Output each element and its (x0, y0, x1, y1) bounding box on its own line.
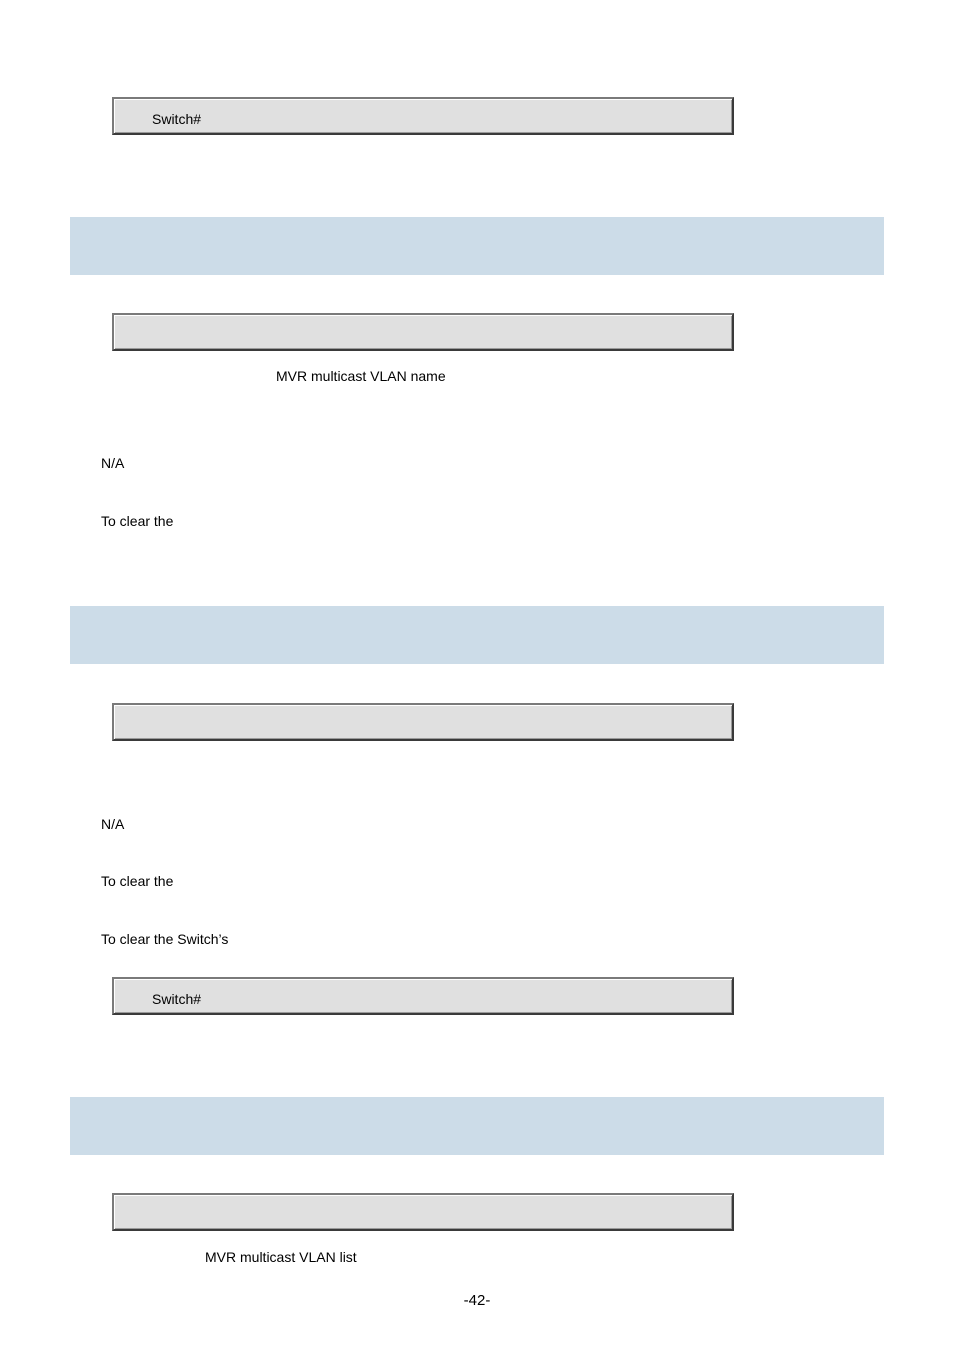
usage-guideline-text: To clear the (101, 513, 174, 529)
command-prompt-text: Switch# (152, 991, 202, 1007)
section-header-band (70, 606, 884, 664)
default-value-text: N/A (101, 455, 125, 471)
command-example-box (112, 97, 734, 135)
example-description-text: To clear the Switch’s (101, 931, 229, 947)
command-example-box (112, 977, 734, 1015)
parameter-description: MVR multicast VLAN list (205, 1249, 357, 1265)
section-header-band (70, 1097, 884, 1155)
command-syntax-box (112, 313, 734, 351)
page-number: -42- (463, 1292, 491, 1309)
usage-guideline-text: To clear the (101, 873, 174, 889)
command-prompt-text: Switch# (152, 111, 202, 127)
parameter-description: MVR multicast VLAN name (276, 368, 446, 384)
default-value-text: N/A (101, 816, 125, 832)
section-header-band (70, 217, 884, 275)
command-syntax-box (112, 703, 734, 741)
command-syntax-box (112, 1193, 734, 1231)
